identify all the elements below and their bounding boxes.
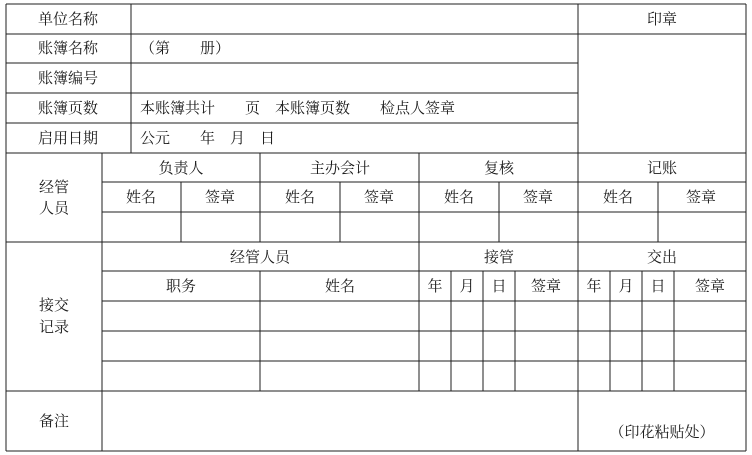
handout-year-header: 年: [586, 277, 602, 295]
role-header-responsible: 负责人: [158, 159, 204, 177]
ledger-number-label: 账簿编号: [37, 69, 99, 87]
notes-label: 备注: [38, 412, 70, 430]
ledger-name-value: （第 册）: [140, 39, 231, 57]
seal-label: 印章: [646, 10, 678, 28]
start-date-value: 公元 年 月 日: [140, 129, 276, 147]
staff-name-header: 姓名: [324, 277, 356, 295]
start-date-label: 启用日期: [37, 129, 99, 147]
takeover-year-header: 年: [427, 277, 443, 295]
managers-label-line1: 经管: [38, 178, 70, 196]
manager-name-header: 姓名: [284, 188, 316, 206]
stamp-area-label: （印花粘贴处）: [609, 423, 715, 441]
manager-name-header: 姓名: [443, 188, 475, 206]
handout-header: 交出: [646, 248, 678, 266]
takeover-sign-header: 签章: [530, 277, 562, 295]
ledger-pages-value: 本账簿共计 页 本账簿页数 检点人签章: [140, 99, 456, 117]
manager-sign-header: 签章: [363, 188, 395, 206]
takeover-day-header: 日: [491, 277, 507, 295]
ledger-pages-label: 账簿页数: [37, 99, 99, 117]
handout-sign-header: 签章: [694, 277, 726, 295]
handover-label-line1: 接交: [38, 296, 70, 314]
takeover-header: 接管: [483, 248, 515, 266]
position-header: 职务: [165, 277, 197, 295]
handout-month-header: 月: [618, 277, 634, 295]
staff-header: 经管人员: [229, 248, 291, 266]
unit-name-label: 单位名称: [37, 10, 99, 28]
manager-name-header: 姓名: [125, 188, 157, 206]
manager-sign-header: 签章: [685, 188, 717, 206]
takeover-month-header: 月: [459, 277, 475, 295]
managers-label-line2: 人员: [38, 199, 70, 217]
handover-label-line2: 记录: [38, 318, 70, 336]
handout-day-header: 日: [650, 277, 666, 295]
manager-sign-header: 签章: [204, 188, 236, 206]
manager-name-header: 姓名: [602, 188, 634, 206]
role-header-bookkeeper: 记账: [646, 159, 678, 177]
manager-sign-header: 签章: [522, 188, 554, 206]
role-header-chief-accountant: 主办会计: [309, 159, 371, 177]
ledger-name-label: 账簿名称: [37, 39, 99, 57]
role-header-reviewer: 复核: [483, 159, 515, 177]
